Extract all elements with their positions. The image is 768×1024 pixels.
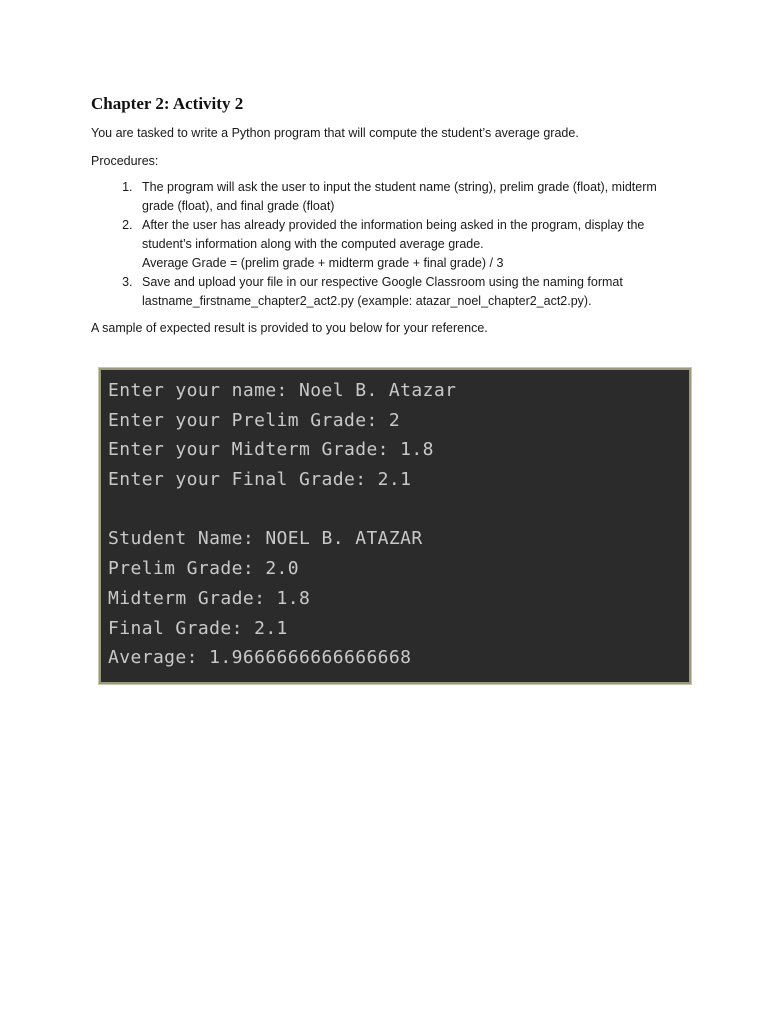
procedure-step-text: Save and upload your file in our respective Google Classroom using the naming format lastname_firstname_chapter2_act2.py (example: atazar_noel_chapter2_act2.py). (142, 275, 623, 308)
terminal-output-screenshot (99, 368, 691, 684)
sample-note: A sample of expected result is provided to you below for your reference. (91, 321, 488, 335)
procedure-step-3 (136, 273, 691, 311)
procedure-step-1 (136, 178, 691, 216)
procedure-step-2 (136, 216, 691, 273)
terminal-line: Enter your name: Noel B. Atazar (108, 380, 457, 401)
procedure-step-text: The program will ask the user to input the student name (string), prelim grade (float), midterm grade (float), and final grade (float) (142, 180, 657, 213)
terminal-line: Final Grade: 2.1 (108, 617, 288, 639)
procedures-label: Procedures: (91, 154, 159, 168)
terminal-line: Student Name: NOEL B. ATAZAR (108, 528, 423, 550)
terminal-line: Average: 1.9666666666666668 (108, 647, 412, 669)
terminal-blank-line (108, 495, 689, 525)
intro-paragraph: You are tasked to write a Python program that will compute the student’s average grade. (91, 126, 579, 140)
terminal-line: Enter your Final Grade: 2.1 (108, 469, 412, 491)
procedure-step-text: After the user has already provided the information being asked in the program, display the student’s information along with the computed average grade. (142, 218, 645, 251)
document-page (91, 94, 691, 347)
document-title: Chapter 2: Activity 2 (91, 94, 244, 113)
terminal-line: Midterm Grade: 1.8 (108, 587, 311, 609)
terminal-line: Enter your Prelim Grade: 2 (108, 409, 401, 431)
procedure-list (91, 178, 691, 311)
average-formula: Average Grade = (prelim grade + midterm grade + final grade) / 3 (142, 256, 504, 270)
terminal-line: Enter your Midterm Grade: 1.8 (108, 439, 434, 461)
terminal-line: Prelim Grade: 2.0 (108, 558, 300, 580)
